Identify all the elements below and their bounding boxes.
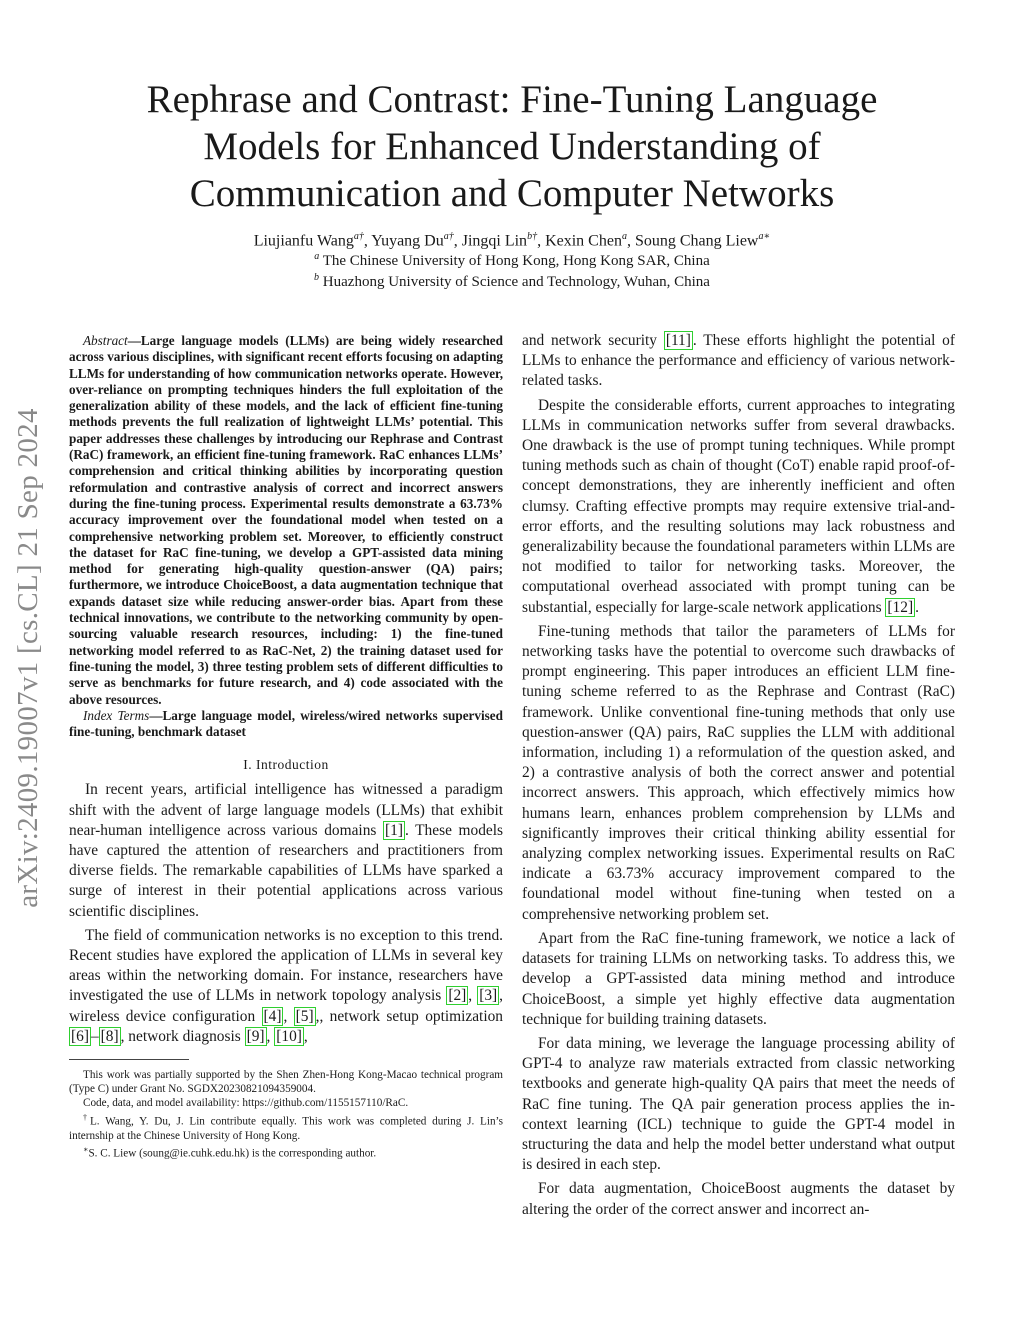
paper-title: Rephrase and Contrast: Fine-Tuning Language Models for Enhanced Understanding of Communication and Computer Networks (146, 78, 878, 215)
author-mark: a (621, 231, 627, 242)
author-name: Liujianfu Wang (253, 232, 354, 250)
paragraph-text: and network security (522, 332, 657, 349)
right-column (522, 331, 955, 1220)
section-heading: I. Introduction (243, 757, 329, 773)
author-name: Yuyang Du (371, 232, 444, 250)
footnote: Code, data, and model availability: https://github.com/1155157110/RaC. (83, 1097, 409, 1110)
author-list: Liujianfu Wang$^{a\dagger}$, Yuyang $Du^{a\dagger}$, Jingqi Lin$^{b\dagger}$, Kexin Chen$^a$, Soung Chang Liew$^{a∗}$ (253, 231, 771, 250)
affiliation-text: Huazhong University of Science and Technology, Wuhan, China (322, 274, 710, 290)
footnote-divider (69, 1059, 189, 1060)
citation-link[interactable]: [9] (246, 1027, 265, 1045)
footnote-mark: ∗ (83, 1144, 89, 1154)
paragraph-text: . (915, 598, 919, 616)
paragraph: Fine-tuning methods that tailor the parameters of LLMs for networking tasks have the potential to overcome such drawbacks of prompt engineering. This paper introduces an efficient LLM fine-tuning scheme referred to as the Rephrase and Contrast (RaC) framework. Unlike conventional fine-tuning methods that only use question-answer (QA) pairs, RaC supplies the LLM with additional information, including 1) a reformulation of the question asked, and 2) a contrastive analysis of both the correct answer and potential incorrect answers. This approach, which effectively mimics how humans learn, enhances problem comprehension by LLMs and significantly improves their critical thinking ability essential for analyzing complex networking issues. Experimental results on RaC indicate a 63.73% accuracy improvement compared to the foundational model without fine-tuning when tested on a comprehensive networking problem set. (522, 622, 955, 923)
paragraph: For data mining, we leverage the language processing ability of GPT-4 to analyze raw materials extracted from classic networking textbooks and generate high-quality QA pairs that meet the needs of RaC fine tuning. The QA pair generation process applies the in-context learning (ICL) technique to guide the GPT-4 model in structuring the data and help the model better understand what output is desired in each step. (522, 1034, 955, 1174)
index-terms-text: Large language model, wireless/wired networks supervised fine-tuning, benchmark dataset (69, 707, 503, 740)
citation-link[interactable]: [4] (263, 1007, 282, 1025)
affiliation-mark: b (314, 272, 320, 283)
citation-link[interactable]: [5] (295, 1007, 314, 1025)
citation-link[interactable]: [3] (479, 987, 498, 1005)
abstract-text: Large language models (LLMs) are being widely researched across various disciplines, with significant recent efforts focusing on adapting LLMs for understanding of how communication networks operate. However, over-reliance on prompting techniques hinders the full exploitation of the generalization ability of these models, and the lack of efficient fine-tuning methods prevents the full realization of lightweight LLMs’ potential. This paper addresses these challenges by introducing our Rephrase and Contrast (RaC) framework, an efficient fine-tuning framework. RaC enhances LLMs’ comprehension and critical thinking abilities by incorporating question reformulation and contrastive analysis of correct and incorrect answers during the fine-tuning process. Experimental results demonstrate a 63.73% accuracy improvement over the foundational model when tested on a comprehensive networking problem set. Moreover, to efficiently construct the dataset for RaC fine-tuning, we develop a GPT-assisted data mining method for generating high-quality question-answer (QA) pairs; furthermore, we introduce ChoiceBoost, a data augmentation technique that expands dataset size while reducing answer-order bias. Apart from these technical innovations, we contribute to the networking community by open-sourcing valuable research resources, including: 1) the fine-tuned networking model referred to as RaC-Net, 2) the training dataset used for fine-tuning the model, 3) three testing problem sets of different difficulties to serve as benchmarks for future research, and 4) code associated with the above resources. (69, 333, 503, 707)
paragraph (522, 331, 955, 392)
footnote (69, 1111, 503, 1143)
paragraph: Apart from the RaC fine-tuning framework, we notice a lack of datasets for training LLMs on networking tasks. To address this, we develop a GPT-assisted data mining method and introduce ChoiceBoost, a simple yet highly effective data augmentation technique for building training datasets. (522, 929, 955, 1028)
author-mark: b† (527, 231, 538, 242)
citation-link[interactable]: [11] (665, 332, 691, 349)
footnote-text: S. C. Liew (soung@ie.cuhk.edu.hk) is the corresponding author. (88, 1147, 377, 1160)
author-name: Jingqi Lin (461, 232, 528, 250)
abstract: Abstract—Large language models (LLMs) are being widely researched across various disciplines, with significant recent efforts focusing on adapting LLMs for understanding of how communication networks operate. However, over-reliance on prompting techniques hinders the full exploitation of the generalization ability of these models, and the lack of efficient fine-tuning methods prevents the full realization of lightweight LLMs’ potential. This paper addresses these challenges by introducing our Rephrase and Contrast (RaC) framework, an efficient fine-tuning framework. RaC enhances LLMs’ comprehension and critical thinking abilities by incorporating question reformulation and contrastive analysis of correct and incorrect answers during the fine-tuning process. Experimental results demonstrate a 63.73% accuracy improvement over the foundational model when tested on a comprehensive networking problem set. Moreover, to efficiently construct the dataset for RaC fine-tuning, we develop a GPT-assisted data mining method for generating high-quality question-answer (QA) pairs; furthermore, we introduce ChoiceBoost, a data augmentation technique that expands dataset size while reducing answer-order bias. Apart from these technical innovations, we contribute to the networking community by open-sourcing valuable research resources, including: 1) the fine-tuned networking model referred to as RaC-Net, 2) the training dataset used for fine-tuning the model, 3) three testing problem sets of different difficulties to serve as benchmarks for future research, and 4) code associated with the above resources. (69, 333, 503, 707)
paragraph-text: , (303, 1027, 308, 1045)
footnote-text: L. Wang, Y. Du, J. Lin contribute equally. This work was completed during J. Lin’s internship at the Chinese University of Hong Kong. (69, 1115, 503, 1142)
affiliation-b (100, 268, 924, 292)
author-mark: a† (353, 231, 364, 242)
footnote (69, 1143, 503, 1161)
footnote-mark: † (83, 1112, 90, 1122)
paragraph: The field of communication networks is no exception to this trend. Recent studies have explored the application of LLMs in several key areas within the networking domain. For instance, researchers have investigated the use of LLMs in network topology analysis [2] , [3] , wireless device configuration [4] , [5] ,, network setup optimization [6] – [8] , network diagnosis [9] , [10] , (69, 926, 503, 1045)
author-name: Kexin Chen (545, 232, 622, 250)
citation-link[interactable]: [12] (887, 598, 914, 616)
paragraph-text: , network diagnosis (120, 1027, 241, 1045)
index-terms: Index Terms—Large language model, wireless/wired networks supervised fine-tuning, benchmark dataset (69, 707, 503, 740)
paragraph: For data augmentation, ChoiceBoost augments the dataset by altering the order of the correct answer and incorrect an- (522, 1180, 955, 1218)
author-mark: a† (443, 231, 454, 242)
paragraph (69, 780, 503, 921)
arxiv-sidebar-stamp: arXiv:2409.19007v1 [cs.CL] 21 Sep 2024 (12, 408, 44, 908)
paragraph-text: In recent years, artificial intelligence has witnessed a paradigm shift with the advent of large language models (LLMs) that exhibit near-human intelligence across various domains (69, 781, 503, 839)
paragraph-text: , network setup optimization (319, 1007, 503, 1025)
citation-link[interactable]: [1] (385, 821, 403, 839)
citation-link[interactable]: [2] (448, 987, 467, 1005)
affiliation-mark: a (314, 251, 320, 262)
paragraph-text: , wireless device configuration (69, 987, 503, 1025)
abstract-label: Abstract (83, 333, 128, 348)
affiliation-text: The Chinese University of Hong Kong, Hong Kong SAR, China (322, 253, 710, 269)
citation-link[interactable]: [8] (100, 1027, 119, 1045)
paragraph-text: The field of communication networks is no exception to this trend. Recent studies have explored the application of LLMs in several key areas within the networking domain. For instance, researchers have investigated the use of LLMs in network topology analysis (69, 926, 503, 1005)
index-terms-label: Index Terms (83, 707, 150, 723)
paragraph-text: Despite the considerable efforts, current approaches to integrating LLMs in communication networks suffer from several drawbacks. One drawback is the use of prompt tuning techniques. While prompt tuning methods such as chain of thought (CoT) enable rapid proof-of-concept demonstrations, they are inherently inefficient and often clumsy. Crafting effective prompts may require extensive trial-and-error efforts, and the resulting solutions may lack robustness and generalizability because the foundational parameters within LLMs are not modified to tailor for networking tasks. Moreover, the computational overhead associated with prompt tuning can be substantial, especially for large-scale network applications (522, 396, 955, 616)
paragraph (522, 396, 955, 618)
author-mark: a∗ (758, 231, 771, 242)
citation-link[interactable]: [6] (71, 1027, 89, 1045)
paragraph-text: . These efforts highlight the potential of LLMs to enhance the performance and efficiency of various network-related tasks. (522, 332, 955, 390)
paragraph-text: . These models have captured the attention of researchers and practitioners from diverse fields. The remarkable capabilities of LLMs have sparked a surge of interest in their potential applications across various scientific disciplines. (69, 821, 503, 920)
author-name: Soung Chang Liew (634, 232, 759, 250)
left-column (69, 333, 503, 1161)
citation-link[interactable]: [10] (276, 1027, 302, 1045)
footnote: This work was partially supported by the Shen Zhen-Hong Kong-Macao technical program (Type C) under Grant No. SGDX20230821094359004. (69, 1069, 503, 1096)
